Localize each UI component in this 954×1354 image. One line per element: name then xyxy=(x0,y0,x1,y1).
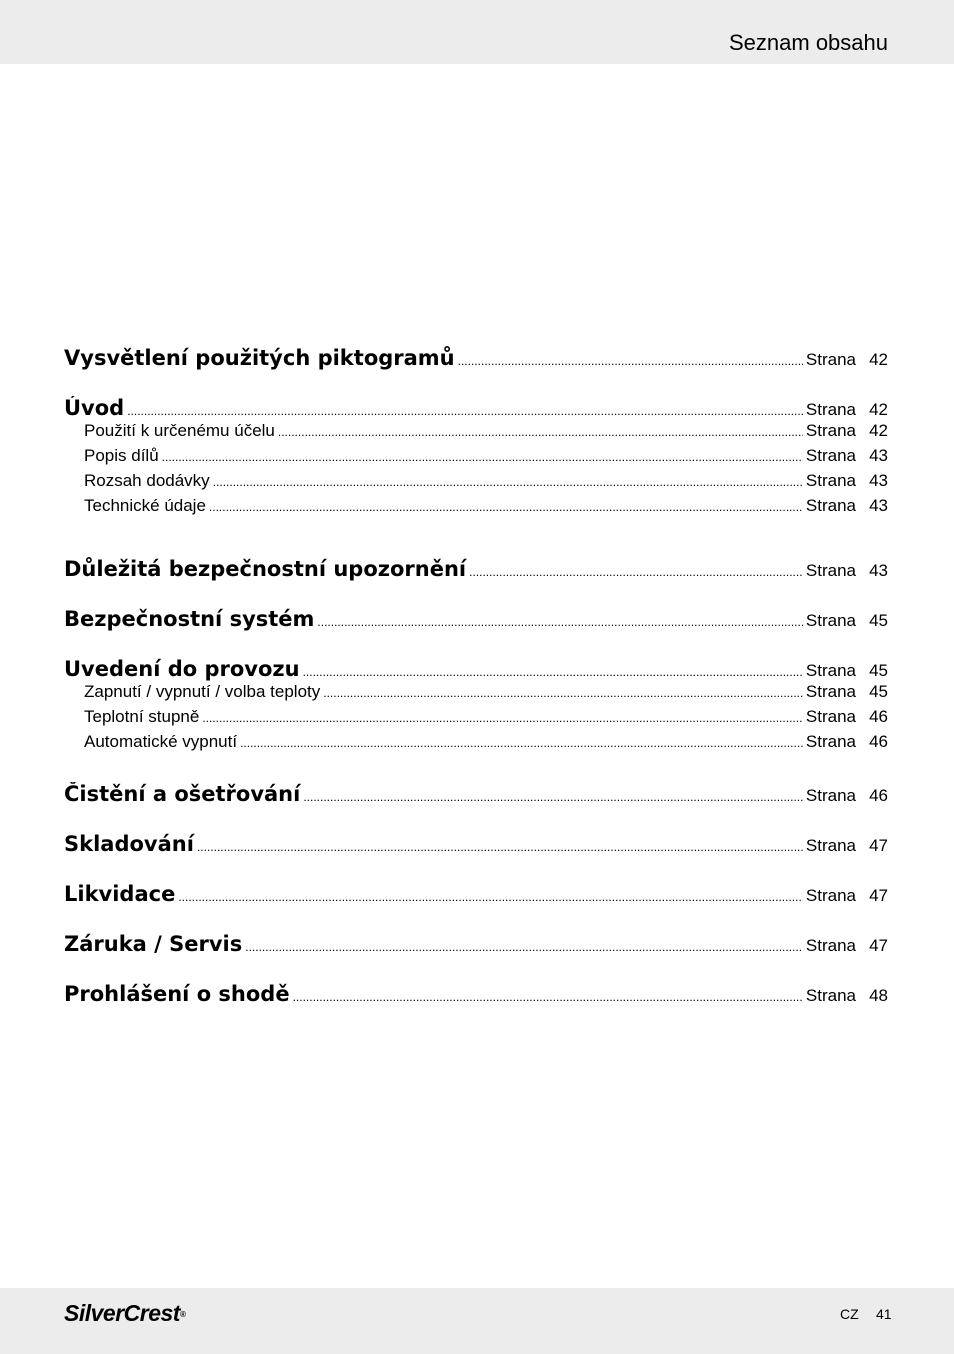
toc-strana-label: Strana xyxy=(805,611,856,630)
toc-strana-label: Strana xyxy=(805,707,856,726)
toc-leader-dots xyxy=(213,475,803,489)
toc-entry-safety-system[interactable] xyxy=(64,607,888,632)
toc-page-number: 45 xyxy=(869,661,888,680)
toc-page-number: 42 xyxy=(869,421,888,440)
toc-leader-dots xyxy=(245,940,803,954)
toc-page-number: 46 xyxy=(869,786,888,805)
toc-entry-title: Záruka / Servis xyxy=(64,932,243,956)
toc-leader-dots xyxy=(458,354,803,368)
toc-strana-label: Strana xyxy=(805,936,856,955)
toc-leader-dots xyxy=(317,615,802,629)
brand-logo xyxy=(64,1300,185,1326)
toc-entry-title: Čistění a ošetřování xyxy=(64,782,301,806)
toc-entry-cleaning[interactable] xyxy=(64,782,888,807)
toc-strana-label: Strana xyxy=(805,986,856,1005)
toc-entry-title: Zapnutí / vypnutí / volba teploty xyxy=(84,682,321,701)
toc-page-number: 46 xyxy=(869,707,888,726)
toc-page-number: 43 xyxy=(869,496,888,515)
toc-strana-label: Strana xyxy=(805,400,856,419)
toc-leader-dots xyxy=(197,840,803,854)
toc-entry-title: Popis dílů xyxy=(84,446,159,465)
toc-entry-title: Použití k určenému účelu xyxy=(84,421,275,440)
toc-entry-storage[interactable] xyxy=(64,832,888,857)
toc-page-number: 43 xyxy=(869,446,888,465)
toc-strana-label: Strana xyxy=(805,836,856,855)
toc-entry-introduction[interactable] xyxy=(64,396,888,421)
toc-strana-label: Strana xyxy=(805,886,856,905)
toc-subentry-temperature-levels[interactable] xyxy=(64,707,888,732)
toc-strana-label: Strana xyxy=(805,561,856,580)
toc-page-number: 45 xyxy=(869,682,888,701)
toc-entry-title: Uvedení do provozu xyxy=(64,657,300,681)
registered-mark: ® xyxy=(179,1310,186,1319)
toc-entry-title: Důležitá bezpečnostní upozornění xyxy=(64,557,467,581)
toc-strana-label: Strana xyxy=(805,732,856,751)
toc-page-number: 47 xyxy=(869,886,888,905)
language-code: CZ xyxy=(840,1306,859,1322)
toc-entry-title: Bezpečnostní systém xyxy=(64,607,315,631)
toc-subentry-technical-data[interactable] xyxy=(64,496,888,521)
toc-entry-title: Vysvětlení použitých piktogramů xyxy=(64,346,455,370)
toc-page-number: 43 xyxy=(869,471,888,490)
toc-strana-label: Strana xyxy=(805,682,856,701)
toc-entry-start-up[interactable] xyxy=(64,657,888,682)
toc-strana-label: Strana xyxy=(805,496,856,515)
toc-leader-dots xyxy=(178,890,803,904)
toc-leader-dots xyxy=(162,450,803,464)
brand-name: SilverCrest xyxy=(64,1300,180,1326)
toc-entry-disposal[interactable] xyxy=(64,882,888,907)
table-of-contents xyxy=(64,346,888,1007)
toc-entry-title: Úvod xyxy=(64,396,125,420)
toc-leader-dots xyxy=(209,500,803,514)
toc-subentry-delivery[interactable] xyxy=(64,471,888,496)
toc-leader-dots xyxy=(278,425,803,439)
toc-entry-pictograms[interactable] xyxy=(64,346,888,371)
toc-page-number: 43 xyxy=(869,561,888,580)
toc-entry-title: Automatické vypnutí xyxy=(84,732,238,751)
toc-entry-declaration[interactable] xyxy=(64,982,888,1007)
toc-leader-dots xyxy=(323,686,803,700)
toc-leader-dots xyxy=(469,565,803,579)
toc-entry-warranty[interactable] xyxy=(64,932,888,957)
toc-entry-title: Likvidace xyxy=(64,882,176,906)
toc-leader-dots xyxy=(303,665,803,679)
toc-entry-title: Prohlášení o shodě xyxy=(64,982,290,1006)
toc-leader-dots xyxy=(240,736,803,750)
toc-strana-label: Strana xyxy=(805,661,856,680)
toc-entry-title: Rozsah dodávky xyxy=(84,471,210,490)
toc-strana-label: Strana xyxy=(805,471,856,490)
toc-page-number: 42 xyxy=(869,350,888,369)
toc-page-number: 42 xyxy=(869,400,888,419)
toc-page-number: 47 xyxy=(869,836,888,855)
page-title: Seznam obsahu xyxy=(729,30,888,55)
toc-entry-safety-notes[interactable] xyxy=(64,557,888,582)
toc-leader-dots xyxy=(127,404,803,418)
toc-strana-label: Strana xyxy=(805,421,856,440)
toc-subentry-on-off-temperature[interactable] xyxy=(64,682,888,707)
toc-page-number: 46 xyxy=(869,732,888,751)
toc-leader-dots xyxy=(303,790,803,804)
page-number: 41 xyxy=(876,1306,892,1322)
toc-strana-label: Strana xyxy=(805,350,856,369)
toc-page-number: 48 xyxy=(869,986,888,1005)
toc-entry-title: Teplotní stupně xyxy=(84,707,200,726)
toc-strana-label: Strana xyxy=(805,446,856,465)
toc-subentry-intended-use[interactable] xyxy=(64,421,888,446)
toc-strana-label: Strana xyxy=(805,786,856,805)
toc-page-number: 47 xyxy=(869,936,888,955)
toc-leader-dots xyxy=(202,711,803,725)
toc-entry-title: Technické údaje xyxy=(84,496,206,515)
toc-subentry-auto-off[interactable] xyxy=(64,732,888,757)
toc-page-number: 45 xyxy=(869,611,888,630)
toc-subentry-parts[interactable] xyxy=(64,446,888,471)
toc-entry-title: Skladování xyxy=(64,832,194,856)
toc-leader-dots xyxy=(293,990,803,1004)
